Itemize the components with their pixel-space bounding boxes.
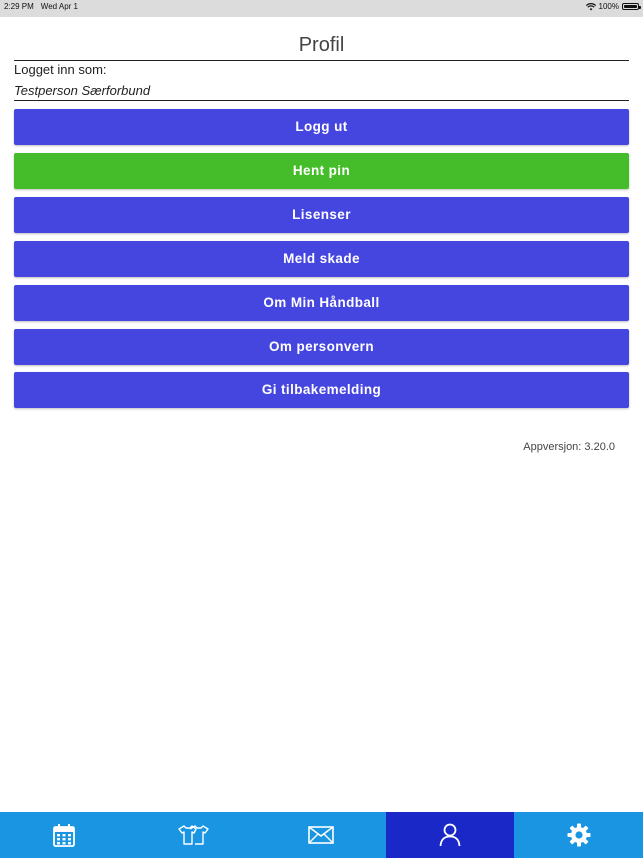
feedback-button[interactable]: Gi tilbakemelding: [14, 372, 629, 408]
title-divider: [14, 60, 629, 61]
user-name: Testperson Særforbund: [14, 83, 151, 98]
status-time: 2:29 PM: [4, 2, 34, 11]
tab-settings[interactable]: [514, 812, 643, 858]
calendar-icon: [53, 823, 75, 847]
gear-icon: [567, 823, 591, 847]
mail-icon: [308, 826, 334, 844]
tab-profile[interactable]: [386, 812, 515, 858]
wifi-icon: [586, 3, 596, 11]
tab-messages[interactable]: [257, 812, 386, 858]
status-bar: [0, 0, 643, 17]
tab-calendar[interactable]: [0, 812, 129, 858]
privacy-button[interactable]: Om personvern: [14, 329, 629, 365]
about-app-button[interactable]: Om Min Håndball: [14, 285, 629, 321]
logout-button[interactable]: Logg ut: [14, 109, 629, 145]
logged-in-label: Logget inn som:: [14, 62, 107, 77]
tab-bar: [0, 812, 643, 858]
battery-percent: 100%: [598, 2, 619, 11]
page-title: Profil: [298, 34, 345, 56]
person-icon: [439, 823, 461, 847]
jersey-icon: [176, 824, 210, 846]
battery-icon: [622, 3, 639, 10]
tab-teams[interactable]: [129, 812, 258, 858]
status-date: Wed Apr 1: [40, 2, 79, 11]
user-divider: [14, 100, 629, 101]
app-version: Appversjon: 3.20.0: [523, 441, 615, 453]
licenses-button[interactable]: Lisenser: [14, 197, 629, 233]
get-pin-button[interactable]: Hent pin: [14, 153, 629, 189]
report-injury-button[interactable]: Meld skade: [14, 241, 629, 277]
